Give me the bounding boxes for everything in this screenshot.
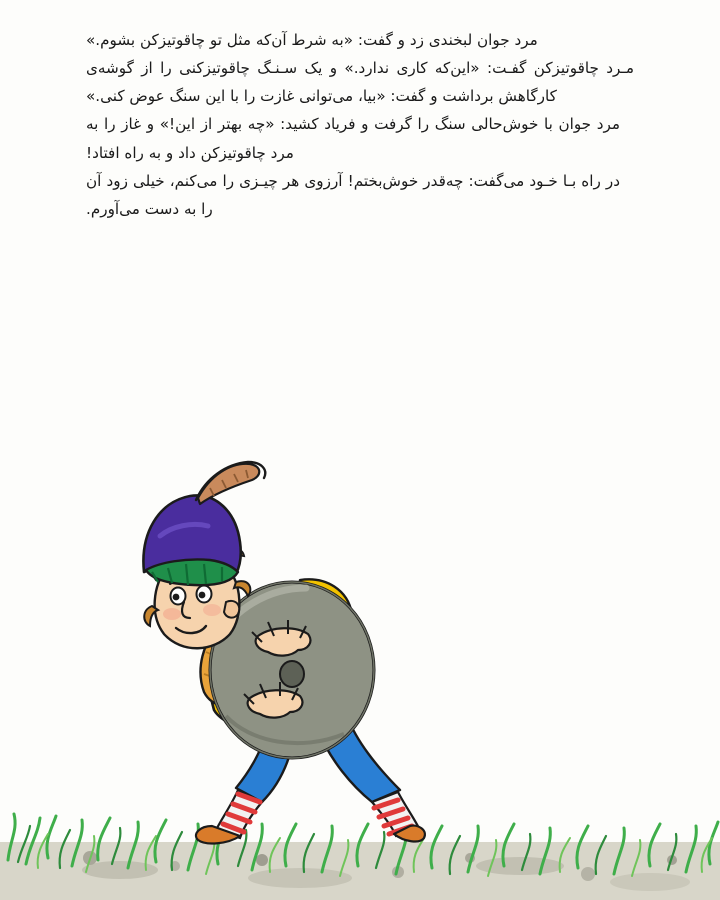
story-paragraph-1: مرد جوان لبخندی زد و گفت: «به شرط آن‌که مثل تو چاقوتیزکن بشوم.» [86, 31, 538, 49]
ground-layer [0, 842, 720, 900]
story-text-block [86, 26, 634, 223]
boy-figure [143, 462, 424, 843]
boy-hat [143, 462, 265, 585]
illustration-svg [0, 430, 720, 900]
illustration-boy-carrying-grindstone [0, 430, 720, 900]
story-paragraph-2: مـرد چاقوتیزکن گفـت: «این‌که کاری ندارد.» و یک سـنـگ چاقوتیزکنی را از گوشه‌ی کارگاهش برداشت و گفت: «بیا، می‌توانی غازت را با این سنگ عوض کنی.» [86, 59, 634, 106]
story-paragraph-3: مرد جوان با خوش‌حالی سنگ را گرفت و فریاد کشید: «چه بهتر از این!» و غاز را به مرد چاقوتیزکن داد و به راه افتاد! [86, 115, 620, 162]
story-paragraph-4: در راه بـا خـود می‌گفت: چه‌قدر خوش‌بختم! آرزوی هر چیـزی را می‌کنم، خیلی زود آن را به دست می‌آورم. [86, 171, 620, 218]
